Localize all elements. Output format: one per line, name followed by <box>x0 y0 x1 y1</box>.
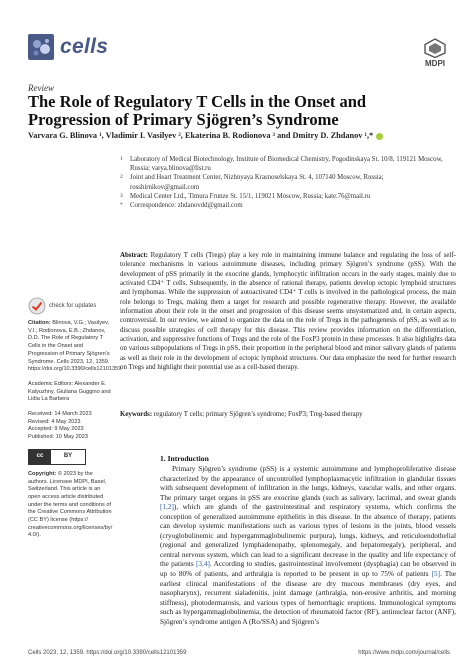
affiliation-number: 3 <box>120 192 123 199</box>
editors-text: Alexander E. Kalyuzhny, Giuliana Guggino and Lidia La Barbera <box>28 380 111 403</box>
abstract-text: Regulatory T cells (Tregs) play a key role in maintaining immune balance and regulating the loss of self-tolerance mechanisms in various autoimmune diseases, including primary Sjögren’s syndrome (pSS). With the development of pSS primarily in the exocrine glands, lymphocytic infiltration occurs in the early stages, mainly due to activated CD4⁺ T cells. Subsequently, in the absence of rational therapy, patients develop ectopic lymphoid structures and lymphomas. While the suppression of autoactivated CD4⁺ T cells is involved in the pathological process, the main role belongs to Tregs, making them a target for research and possible regenerative therapy. However, the available information about their role in the onset and progression of this disease seems unsystematized and, in certain aspects, controversial. In our review, we aimed to organize the data on the role of Tregs in the pathogenesis of pSS, as well as to discuss possible strategies of cell therapy for this disease. This review provides information on the differentiation, activation, and suppressive functions of Tregs and the role of the FoxP3 protein in these processes. It also highlights data on various subpopulations of Tregs in pSS, their proportion in the peripheral blood and minor salivary glands of patients as well as their role in the development of ectopic lymphoid structures. Our data emphasize the need for further research on Tregs and highlight their potential use as a cell-based therapy. <box>120 252 456 372</box>
abstract-label: Abstract: <box>120 252 148 259</box>
check-updates-label: check for updates <box>49 302 97 309</box>
accepted-date: Accepted: 9 May 2023 <box>28 426 84 433</box>
citation-link[interactable]: [3,4] <box>196 560 210 569</box>
article-title: The Role of Regulatory T Cells in the Onset and Progression of Primary Sjögren’s Syndrome <box>28 92 367 129</box>
by-icon: BY <box>63 452 73 459</box>
check-for-updates-button[interactable] <box>28 297 112 315</box>
author-list <box>28 131 448 140</box>
affiliation-number: 2 <box>120 174 123 181</box>
affiliation-number: 1 <box>120 156 123 162</box>
affiliation-text: Joint and Heart Treatment Center, Nizhnyaya Krasnoselskaya St. 4, 107140 Moscow, Russia; rosshirnikov@gmail.com <box>130 174 384 191</box>
cc-icon: cc <box>29 450 51 464</box>
abstract <box>120 251 456 372</box>
affiliation-item <box>120 201 450 210</box>
mdpi-logo-icon <box>424 38 446 58</box>
affiliation-item <box>120 192 450 201</box>
journal-logo[interactable] <box>28 34 108 60</box>
citation-label: Citation: <box>28 320 51 326</box>
keywords-text: regulatory T cells; primary Sjögren’s syndrome; FoxP3; Treg-based therapy <box>153 411 363 418</box>
copyright-block <box>28 471 112 540</box>
publisher-logo[interactable] <box>424 38 446 68</box>
affiliation-text: Laboratory of Medical Biotechnology, Institute of Biomedical Chemistry, Pogodinskaya St. 10/8, 119121 Moscow, Russia; varya.blinova@list.ru <box>130 156 443 173</box>
affiliation-number: * <box>120 202 123 209</box>
introduction-paragraph <box>160 465 456 627</box>
editors-label: Academic Editors: <box>28 380 74 387</box>
affiliation-text: Medical Center Ltd., Timura Frunze St. 15/1, 119021 Moscow, Russia; kate.76@mail.ru <box>130 192 371 200</box>
keywords <box>120 410 456 419</box>
intro-text: Primary Sjögren’s syndrome (pSS) is a systemic autoimmune and lymphoproliferative disease characterized by the appearance of uncontrolled lymphoplasmacytic infiltration in glandular tissues with subsequent development of infiltration in the lungs, kidneys, vascular walls, and other organs. The primary target organs in pSS are exocrine glands (such as salivary, lacrimal, and sweat glands <box>160 465 456 502</box>
cells-logo-icon <box>28 34 54 60</box>
article-type: Review <box>28 83 54 93</box>
affiliation-item <box>120 173 450 191</box>
copyright-label: Copyright: <box>28 470 57 477</box>
intro-text: ), which are glands of the gastrointestinal and respiratory systems, which confirms the conception of generalized autoimmune epithelitis in this disease. In the absence of therapy, patients can develop systemic manifestations such as various types of lesions in the joints, blood vessels (cryoglobulinemic and hypergammaglobulinemic purpura), lungs, kidneys, and reticuloendothelial (regional and generalized lymphadenopathy, splenomegaly, and hepatomegaly), peripheral, and central nervous system, which can lead to a significant decrease in the quality and life expectancy of the patients <box>160 503 456 569</box>
journal-name: cells <box>60 35 109 58</box>
received-date: Received: 14 March 2023 <box>28 411 92 418</box>
orcid-icon[interactable] <box>376 133 383 140</box>
check-updates-icon <box>28 297 46 315</box>
citation-block <box>28 320 122 374</box>
article-sidebar <box>28 297 122 547</box>
editors-block <box>28 381 112 404</box>
copyright-text: © 2023 by the authors. Licensee MDPI, Basel, Switzerland. This article is an open access article distributed under the terms and conditions of the Creative Commons Attribution (CC BY) license (https:// creativecommons.org/licenses/by/ 4.0/). <box>28 470 113 539</box>
footer-journal-link[interactable]: https://www.mdpi.com/journal/cells <box>358 650 450 656</box>
citation-text[interactable]: Blinova, V.G.; Vasilyev, V.I.; Rodionova, E.B.; Zhdanov, D.D. The Role of Regulatory T Cells in the Onset and Progression of Primary Sjögren’s Syndrome. Cells 2023, 12, 1359. https://doi.org/10.3390/cells12101359 <box>28 320 122 373</box>
footer-doi[interactable]: Cells 2023, 12, 1359. https://doi.org/10.3390/cells12101359 <box>28 650 187 656</box>
intro-text: . According to studies, gastrointestinal involvement (dysphagia) can be observed in up to 80% of patients, and arthralgia is reported to be present in up to 75% of patients <box>160 560 456 579</box>
affiliation-item <box>120 155 450 173</box>
citation-link[interactable]: [1,2] <box>160 503 174 512</box>
intro-text: . The earliest clinical manifestations of the disease are dry mucous membranes (dry eyes, and nasopharynx), recurrent sialadenitis, joint damage (arthralgia, non-erosive arthritis, and morning stiffness), photodermatosis, and various types of hemorrhagic eruptions. Immunological symptoms such as hypergammaglobulinemia, the detection of rheumatoid factor (RF), antinuclear factor (ANF), Sjögren’s syndrome antigen A (Ro/SSA) and Sjögren’s <box>160 570 457 626</box>
affiliations <box>120 155 450 210</box>
citation-link[interactable]: [5] <box>431 570 441 579</box>
revised-date: Revised: 4 May 2023 <box>28 418 81 425</box>
section-heading: 1. Introduction <box>160 454 209 463</box>
correspondence-text: Correspondence: zhdanovdd@gmail.com <box>130 202 243 210</box>
published-date: Published: 10 May 2023 <box>28 434 89 441</box>
authors-text: Varvara G. Blinova ¹, Vladimir I. Vasilyev ², Ekaterina B. Rodionova ³ and Dmitry D. Zhdanov ¹,* <box>28 131 374 140</box>
keywords-label: Keywords: <box>120 411 153 418</box>
cc-by-license-badge[interactable] <box>28 449 86 465</box>
dates-block <box>28 411 112 442</box>
publisher-name: MDPI <box>425 59 445 68</box>
